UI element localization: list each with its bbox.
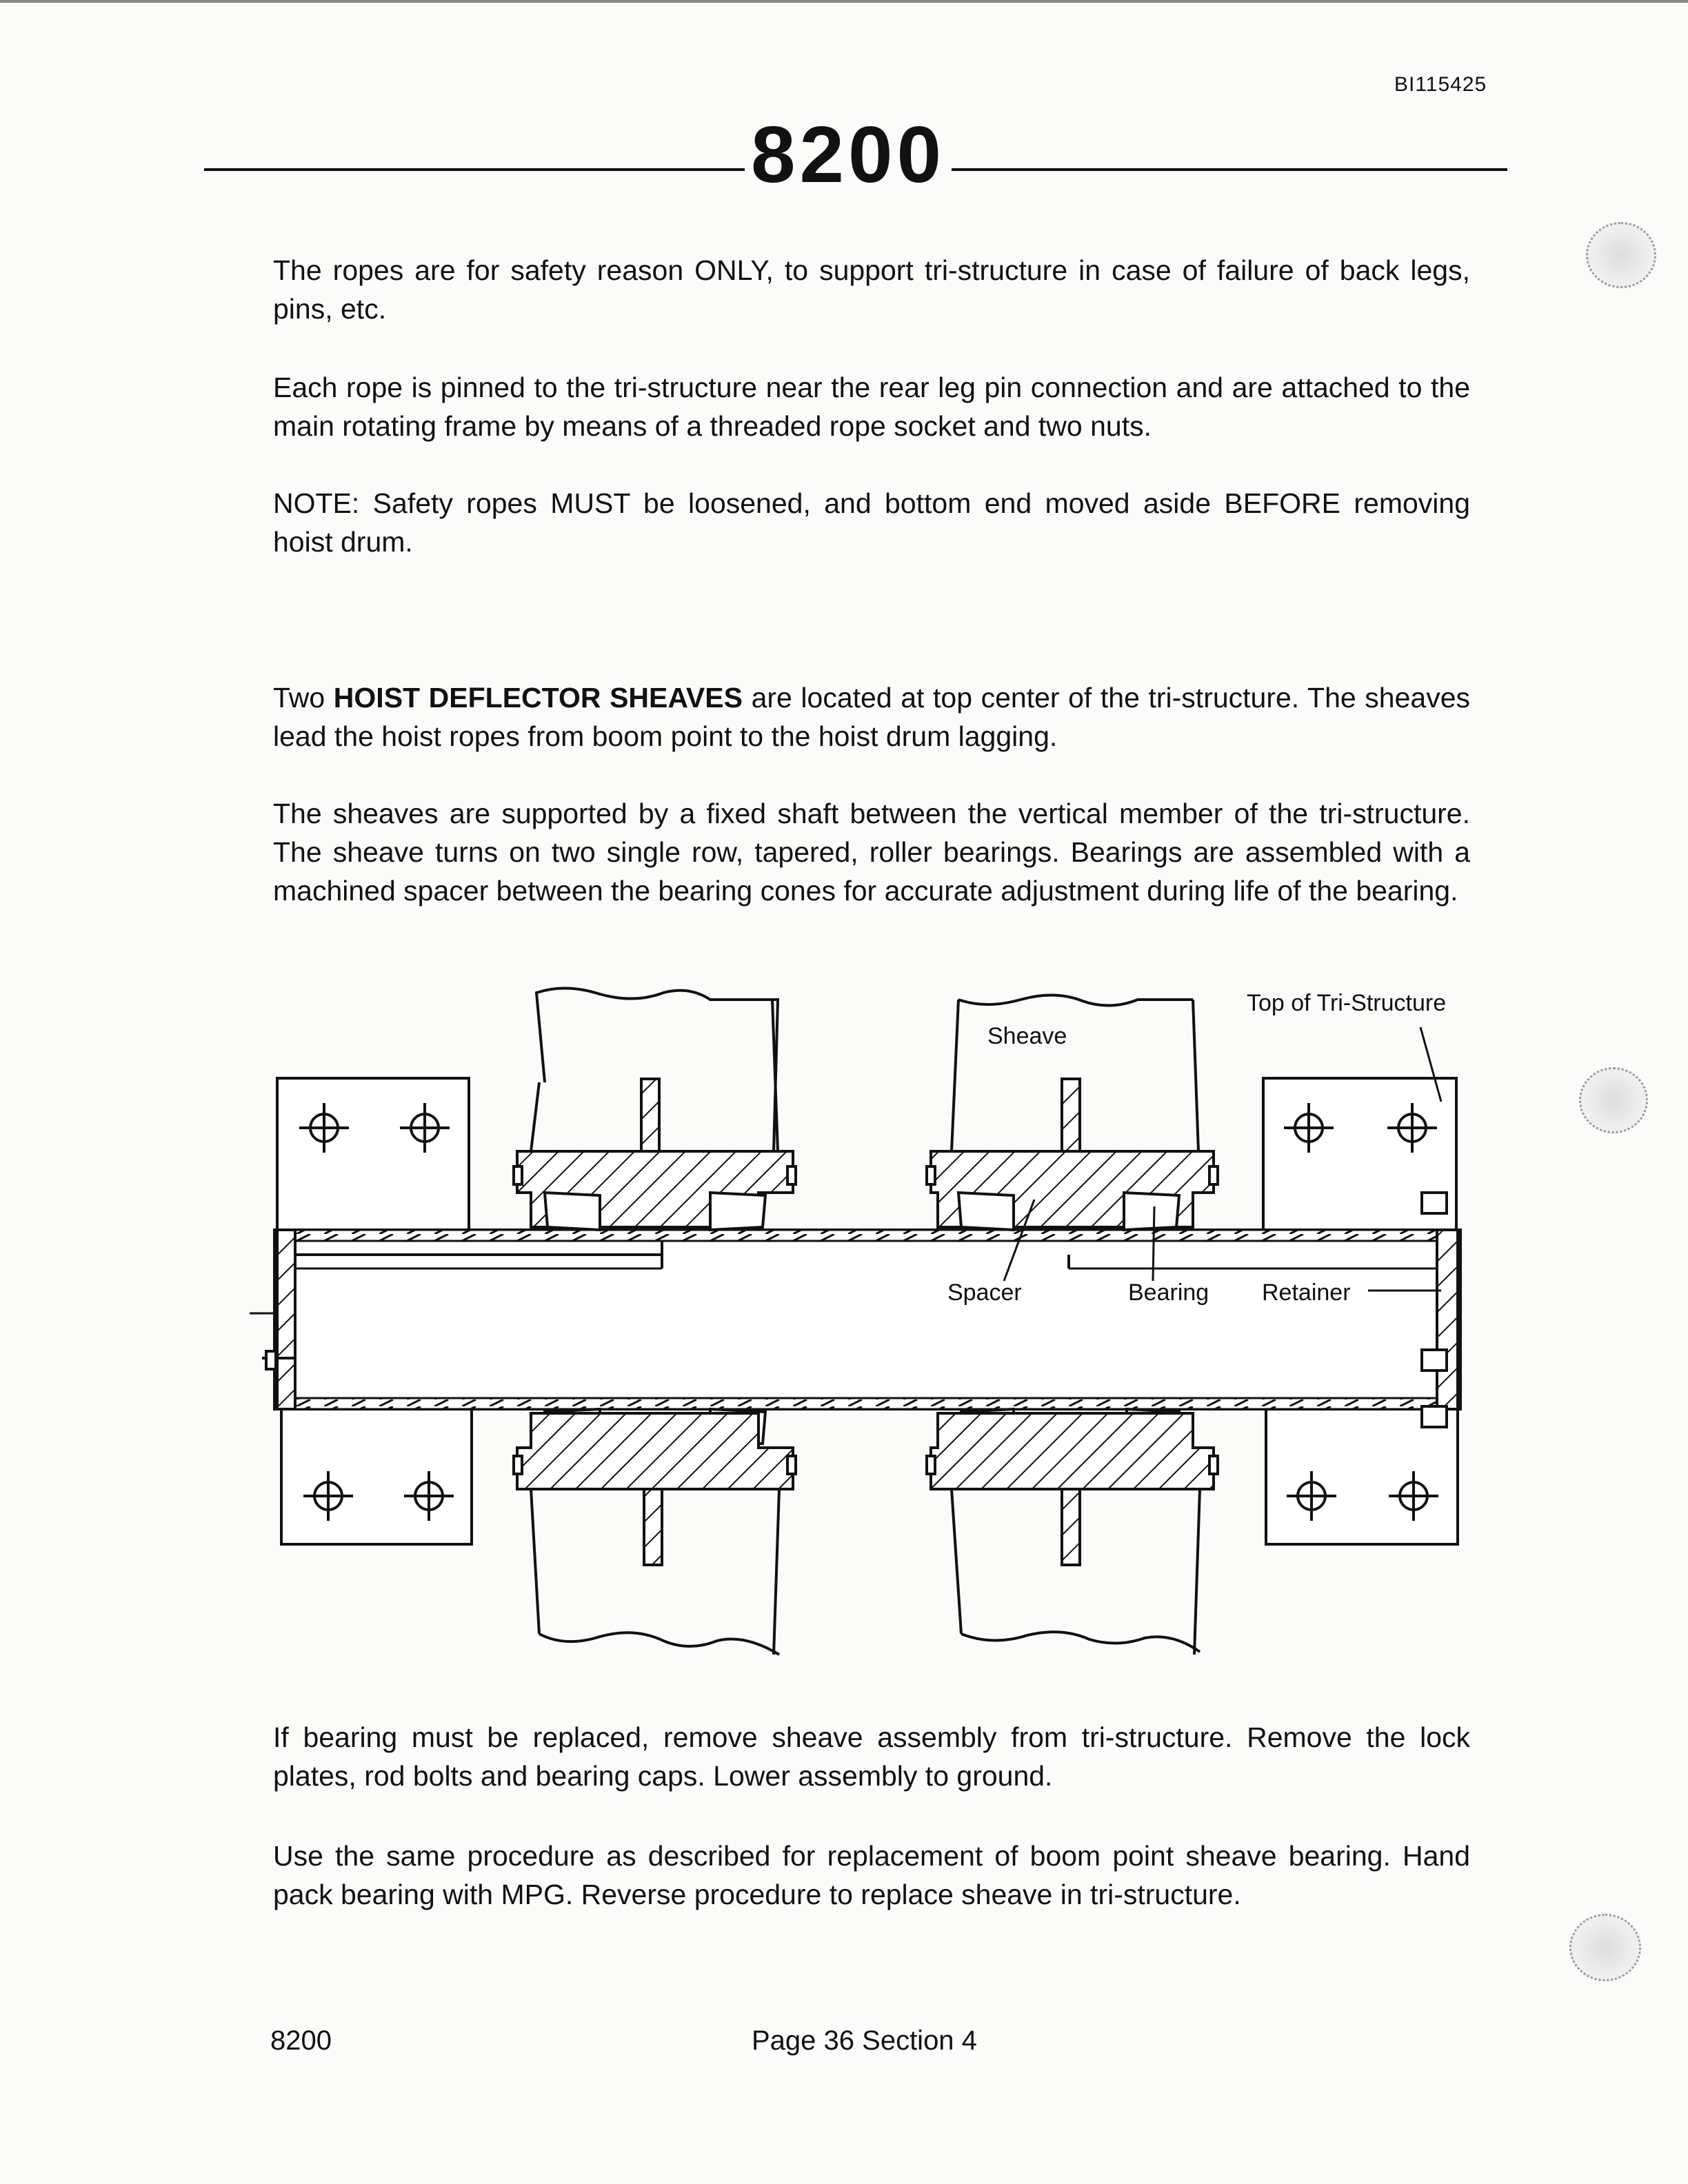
label-top-of-tri-structure: Top of Tri-Structure	[1247, 990, 1447, 1016]
paragraph-hoist-deflector-sheaves: Two HOIST DEFLECTOR SHEAVES are located at top center of the tri-structure. The sheaves lead the hoist ropes from boom point to the hoist drum lagging.	[273, 682, 1470, 752]
document-id: BI115425	[1394, 73, 1487, 96]
paragraph-rope-attachment: Each rope is pinned to the tri-structure near the rear leg pin connection and are attached to the main rotating frame by means of a threaded rope socket and two nuts.	[273, 372, 1470, 442]
title-rule-right	[952, 168, 1507, 171]
paragraph-note: NOTE: Safety ropes MUST be loosened, and bottom end moved aside BEFORE removing hoist drum.	[273, 487, 1470, 558]
footer-model: 8200	[270, 2025, 332, 2056]
binder-hole-bottom	[1569, 1914, 1641, 1981]
label-spacer: Spacer	[947, 1280, 1022, 1306]
title-rule-left	[204, 168, 745, 171]
scan-edge	[0, 0, 1688, 3]
footer-page-number: Page 36 Section 4	[752, 2025, 977, 2056]
label-sheave: Sheave	[987, 1023, 1067, 1049]
paragraph-safety-ropes: The ropes are for safety reason ONLY, to support tri-structure in case of failure of back legs, pins, etc.	[273, 254, 1470, 325]
label-bearing: Bearing	[1128, 1280, 1209, 1306]
paragraph-bearing-replacement: If bearing must be replaced, remove sheave assembly from tri-structure. Remove the lock plates, rod bolts and bearing caps. Lower assembly to ground.	[273, 1721, 1470, 1792]
binder-hole-top	[1586, 222, 1656, 288]
paragraph-sheave-support: The sheaves are supported by a fixed shaft between the vertical member of the tri-structure. The sheave turns on two single row, tapered, roller bearings. Bearings are assembled with a machined spacer between the bearing cones for accurate adjustment during life of the bearing.	[273, 798, 1470, 907]
page-title: 8200	[750, 110, 946, 199]
hoist-deflector-sheaves-heading: HOIST DEFLECTOR SHEAVES	[333, 682, 743, 714]
label-retainer: Retainer	[1262, 1280, 1351, 1306]
paragraph-procedure: Use the same procedure as described for replacement of boom point sheave bearing. Hand pack bearing with MPG. Reverse procedure to replace sheave in tri-structure.	[273, 1840, 1470, 1910]
sheave-assembly-diagram	[241, 986, 1496, 1668]
binder-hole-middle	[1579, 1067, 1648, 1133]
